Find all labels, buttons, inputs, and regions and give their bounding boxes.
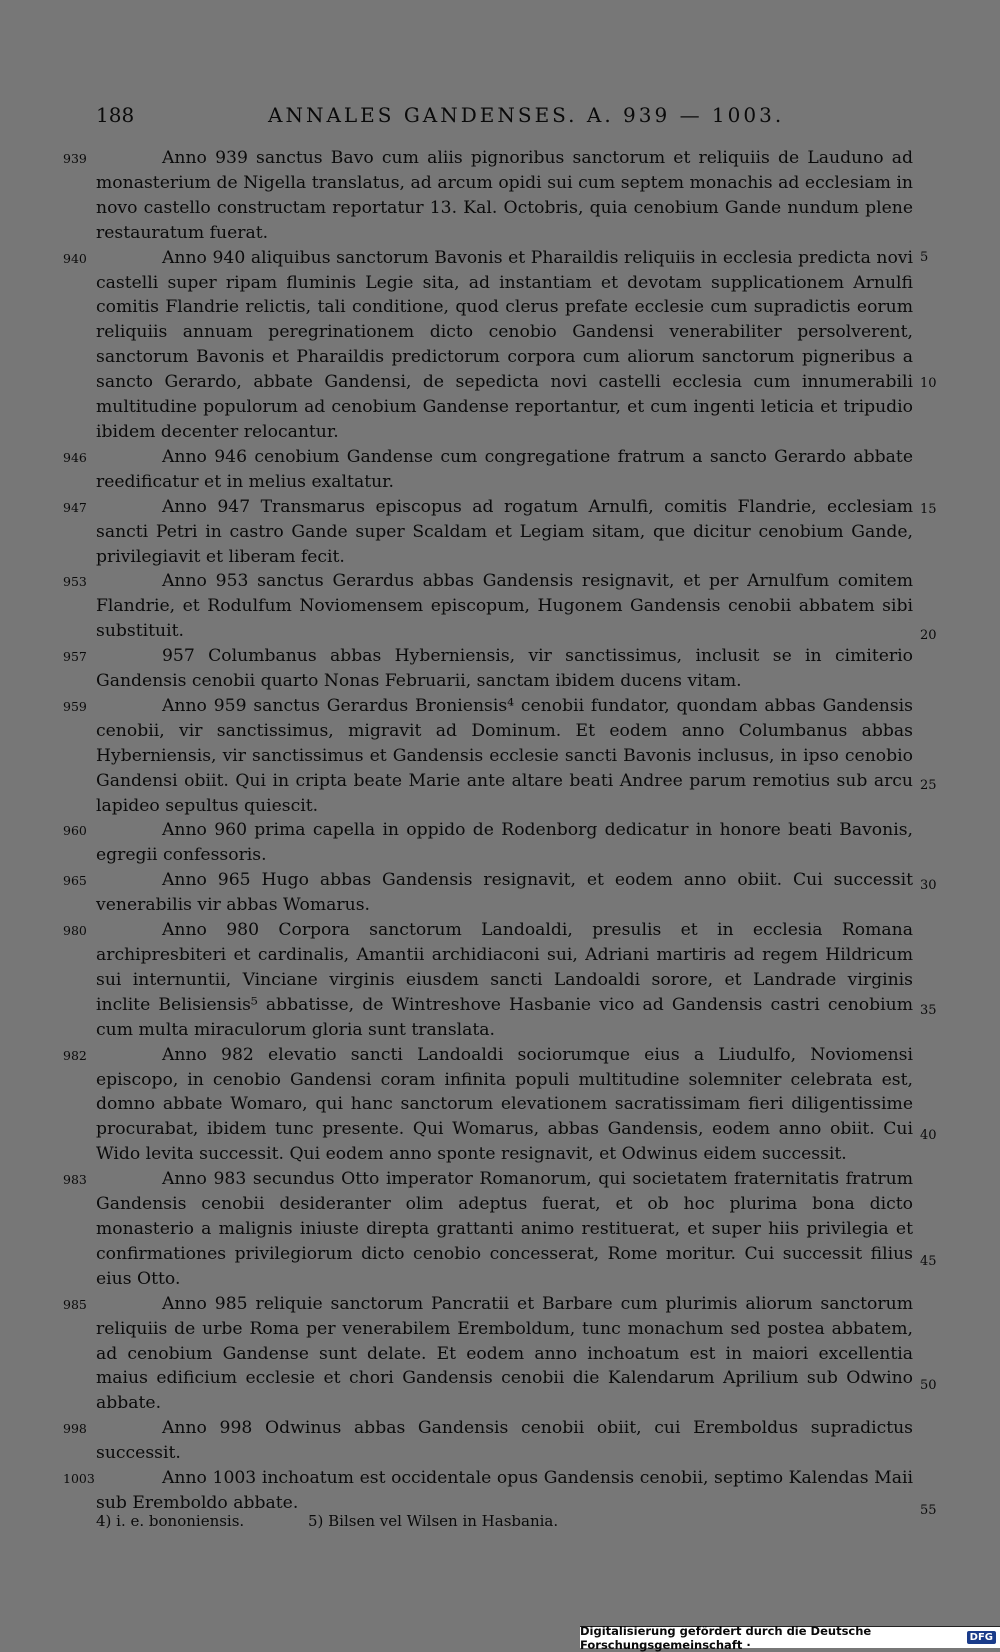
year-label: 965 [63, 873, 87, 889]
page-header [96, 103, 916, 133]
year-label: 982 [63, 1047, 87, 1063]
line-number: 30 [920, 878, 937, 893]
year-label: 985 [63, 1296, 87, 1312]
annal-entry [0, 644, 1000, 694]
entry-text: Anno 947 Transmarus episcopus ad rogatum Arnulfi, comitis Flandrie, ecclesiam sancti Petri in castro Gande super Scaldam et Legiam sitam, que dicitur cenobium Gande, privilegiavit et liberam fecit. [96, 496, 913, 567]
year-label: 960 [63, 823, 87, 839]
line-number: 25 [920, 778, 937, 793]
annal-entry [0, 1043, 1000, 1168]
year-label: 939 [63, 151, 87, 166]
entry-text: 957 Columbanus abbas Hyberniensis, vir sanctissimus, inclusit se in cimiterio Gandensis cenobii quarto Nonas Februarii, sanctam ibidem ducens vitam. [96, 646, 913, 692]
annal-entry [0, 918, 1000, 1043]
entry-text: Anno 939 sanctus Bavo cum aliis pignoribus sanctorum et reliquiis de Lauduno ad monasterium de Nigella translatus, ad arcum opidi sui cum septem monachis ad ecclesiam in novo castello constructam reportatur 13. Kal. Octobris, quia cenobium Gande nundum plene restauratum fuerat. [96, 148, 913, 243]
entry-text: Anno 953 sanctus Gerardus abbas Gandensis resignavit, et per Arnulfum comitem Flandrie, et Rodulfum Noviomensem episcopum, Hugonem Gandensis cenobii abbatem sibi substituit. [96, 571, 913, 642]
running-title: ANNALES GANDENSES. A. 939 — 1003. [268, 103, 785, 127]
dfg-logo: DFG [967, 1631, 996, 1644]
annal-entry [0, 495, 1000, 570]
annal-entry [0, 868, 1000, 918]
annal-entry [0, 818, 1000, 868]
entry-text: Anno 985 reliquie sanctorum Pancratii et Barbare cum plurimis aliorum sanctorum reliquiis de urbe Roma per venerabilem Eremboldum, tunc monachum sed postea abbatem, ad cenobium Gandense sunt delate. Et eodem anno inchoatum est in maiori excellentia maius edificium ecclesie et chori Gandensis cenobii die Kalendarum Aprilium sub Odwino abbate. [96, 1293, 913, 1414]
year-label: 946 [63, 449, 87, 465]
annal-entry [0, 1167, 1000, 1292]
year-label: 957 [63, 649, 87, 665]
entry-text: Anno 983 secundus Otto imperator Romanorum, qui societatem fraternitatis fratrum Gandensis cenobii desideranter olim adeptus fuerat, et ob hoc plurima bona dicto monasterio a malignis iniuste direpta grattanti animo restituerat, et super hiis privilegia et confirmationes privilegiorum dicto cenobio concesserat, Rome moritur. Cui successit filius eius Otto. [96, 1169, 913, 1289]
annal-entry [0, 445, 1000, 495]
entry-text: Anno 1003 inchoatum est occidentale opus Gandensis cenobii, septimo Kalendas Maii sub Eremboldo abbate. [96, 1468, 913, 1513]
annal-entries [0, 146, 1000, 1516]
line-number: 20 [920, 628, 937, 643]
footnote: 4) i. e. bononiensis. [96, 1512, 245, 1530]
entry-text: Anno 940 aliquibus sanctorum Bavonis et Pharaildis reliquiis in ecclesia predicta novi castelli super ripam fluminis Legie sita, ad instantiam et devotam supplicationem Arnulfi comitis Flandrie relictis, tali conditione, quod clerus prefate ecclesie cum supradictis eorum reliquiis annuam peregrinationem dicto cenobio Gandensi venerabiliter persolverent, sanctorum Bavonis et Pharaildis predictorum corpora cum aliorum sanctorum pigneribus a sancto Gerardo, abbate Gandensi, de sepedicta novi castelli ecclesia cum innumerabili multitudine populorum ad cenobium Gandense reportantur, et cum ingenti leticia et tripudio ibidem decenter relocantur. [96, 247, 913, 442]
year-label: 983 [63, 1172, 87, 1188]
annal-entry [0, 1292, 1000, 1417]
annal-entry [0, 694, 1000, 819]
digitization-credit-bar [580, 1623, 1000, 1652]
line-number: 15 [920, 502, 937, 517]
line-number: 10 [920, 376, 937, 391]
year-label: 998 [63, 1421, 87, 1437]
line-number: 5 [920, 250, 929, 265]
entry-text: Anno 982 elevatio sancti Landoaldi sociorumque eius a Liudulfo, Noviomensi episcopo, in cenobio Gandensi coram infinita populi multitudine solemniter celebrata est, domno abbate Womaro, qui hanc sanctorum elevationem sacratissimam fieri diligentissime procurabat, ibidem tunc presente. Qui Womarus, abbas Gandensis, eodem anno obiit. Cui Wido levita successit. Qui eodem anno sponte resignavit, et Odwinus eidem successit. [96, 1044, 913, 1165]
page-number: 188 [96, 103, 135, 127]
line-number: 40 [920, 1128, 937, 1143]
entry-text: Anno 960 prima capella in oppido de Rodenborg dedicatur in honore beati Bavonis, egregii confessoris. [96, 820, 913, 866]
digitization-credit: Digitalisierung gefördert durch die Deutsche Forschungsgemeinschaft · [580, 1623, 872, 1652]
annal-entry [0, 569, 1000, 644]
entry-text: Anno 998 Odwinus abbas Gandensis cenobii obiit, cui Eremboldus supradictus successit. [96, 1418, 913, 1464]
year-label: 947 [63, 499, 87, 515]
entry-text: Anno 946 cenobium Gandense cum congregatione fratrum a sancto Gerardo abbate reedificatur et in melius exaltatur. [96, 446, 913, 492]
year-label: 980 [63, 923, 87, 939]
line-number: 45 [920, 1254, 937, 1269]
annal-entry [0, 1416, 1000, 1466]
entry-text: Anno 965 Hugo abbas Gandensis resignavit, et eodem anno obiit. Cui successit venerabilis vir abbas Womarus. [96, 870, 913, 916]
year-label: 959 [63, 698, 87, 714]
entry-text: Anno 980 Corpora sanctorum Landoaldi, presulis et in ecclesia Romana archipresbiteri et cardinalis, Amantii archidiaconi sui, Adriani martiris ad regem Hildricum sui internuntii, Vinciane virginis eiusdem sancti Landoaldi sorore, et Landrade virginis inclite Belisiensis⁵ abbatisse, de Wintreshove Hasbanie vico ad Gandensis castri cenobium cum multa miraculorum gloria sunt translata. [96, 920, 913, 1040]
footnote: 5) Bilsen vel Wilsen in Hasbania. [308, 1512, 559, 1530]
line-number: 55 [920, 1503, 937, 1518]
line-number: 35 [920, 1003, 937, 1018]
annal-entry [0, 146, 1000, 246]
year-label: 953 [63, 574, 87, 590]
line-number: 50 [920, 1378, 937, 1393]
annal-entry [0, 1466, 1000, 1516]
year-label: 940 [63, 250, 87, 266]
entry-text: Anno 959 sanctus Gerardus Broniensis⁴ cenobii fundator, quondam abbas Gandensis cenobii, vir sanctissimus, migravit ad Dominum. Et eodem anno Columbanus abbas Hyberniensis, vir sanctissimus et Gandensis ecclesie sancti Bavonis inclusus, in ipso cenobio Gandensi obiit. Qui in cripta beate Marie ante altare beati Andree parum remotius sub arcu lapideo sepultus quiescit. [96, 695, 913, 816]
annal-entry [0, 246, 1000, 445]
year-label: 1003 [63, 1471, 95, 1487]
